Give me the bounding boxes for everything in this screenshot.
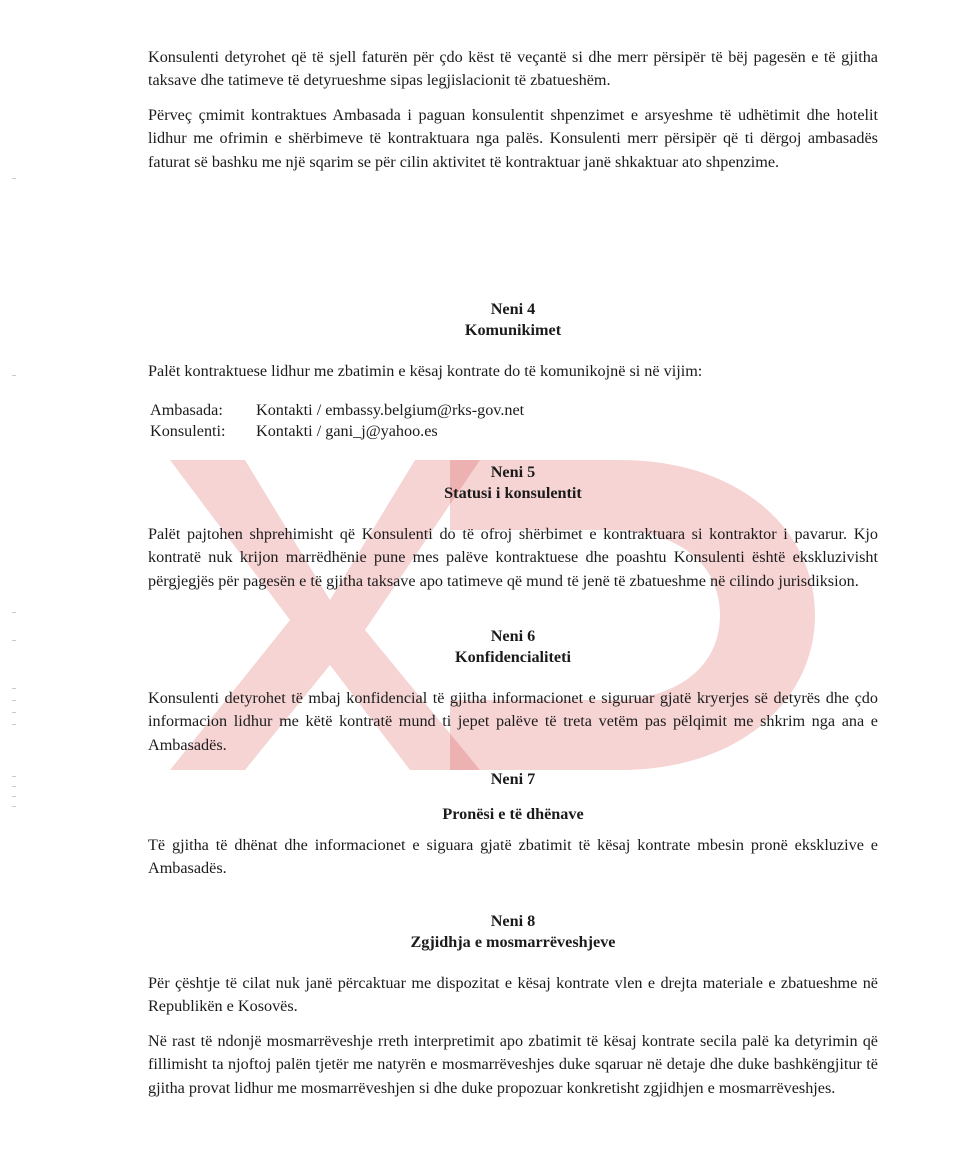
article-4-number: Neni 4 bbox=[490, 300, 536, 318]
contact-value: Kontakti / gani_j@yahoo.es bbox=[256, 422, 438, 440]
contact-value: Kontakti / embassy.belgium@rks-gov.net bbox=[256, 401, 525, 419]
article-5-number: Neni 5 bbox=[490, 463, 536, 481]
article-5-text: Palët pajtohen shprehimisht që Konsulenti do të ofroj shërbimet e kontraktuara si kontraktor i pavarur. Kjo kontratë nuk krijon marrëdhënie pune mes palëve kontraktuese dhe poashtu Konsulenti është ekskluzivisht përgjegjës për pagesën e të gjitha taksave apo tatimeve që mund të jenë të zbatueshme në cilindo jurisdiksion. bbox=[148, 525, 878, 590]
article-8-paragraph-1: Për çështje të cilat nuk janë përcaktuar me dispozitat e kësaj kontrate vlen e drejta materiale e zbatueshme në Republikën e Kosovës. bbox=[148, 974, 878, 1016]
article-7-text: Të gjitha të dhënat dhe informacionet e siguara gjatë zbatimit të kësaj kontrate mbesin pronë ekskluzive e Ambasadës. bbox=[148, 836, 878, 878]
article-8-title: Zgjidhja e mosmarrëveshjeve bbox=[410, 933, 616, 951]
article-5-title: Statusi i konsulentit bbox=[444, 484, 582, 502]
contact-label: Konsulenti: bbox=[150, 422, 226, 440]
contact-row-embassy bbox=[150, 400, 524, 421]
article-8-paragraph-2: Në rast të ndonjë mosmarrëveshje rreth interpretimit apo zbatimit të kësaj kontrate secila palë ka detyrimin që fillimisht ta njoftoj palën tjetër me natyrën e mosmarrëveshjes duke sqaruar në detaje dhe duke bashkëngjitur të gjitha provat lidhur me mosmarrëveshjen si dhe duke propozuar konkretisht zgjidhjen e mosmarrëveshjes. bbox=[148, 1032, 878, 1097]
contact-label: Ambasada: bbox=[150, 401, 223, 419]
article-6-text: Konsulenti detyrohet të mbaj konfidencial të gjitha informacionet e siguruar gjatë kryerjes së detyrës dhe çdo informacion lidhur me këtë kontratë mund ti jepet palëve të treta vetëm pas pëlqimit me shkrim nga ana e Ambasadës. bbox=[148, 689, 878, 754]
article-7-number: Neni 7 bbox=[490, 770, 536, 788]
contacts-table bbox=[150, 400, 524, 442]
article-6-number: Neni 6 bbox=[490, 627, 536, 645]
article-8-number: Neni 8 bbox=[490, 912, 536, 930]
paragraph-invoice-obligation: Konsulenti detyrohet që të sjell faturën për çdo këst të veçantë si dhe merr përsipër të bëj pagesën e të gjitha taksave dhe tatimeve të detyrueshme sipas legjislacionit të zbatueshëm. bbox=[148, 48, 878, 90]
article-7-title: Pronësi e të dhënave bbox=[442, 805, 584, 823]
paragraph-expenses: Përveç çmimit kontraktues Ambasada i paguan konsulentit shpenzimet e arsyeshme të udhëtimit dhe hotelit lidhur me ofrimin e shërbimeve të kontraktuara nga palës. Konsulenti merr përsipër që ti dërgoj ambasadës faturat së bashku me një sqarim se për cilin aktivitet të kontraktuar janë shkaktuar ato shpenzime. bbox=[148, 106, 878, 171]
article-4-title: Komunikimet bbox=[464, 321, 562, 339]
article-4-text: Palët kontraktuese lidhur me zbatimin e kësaj kontrate do të komunikojnë si në vijim: bbox=[148, 362, 703, 380]
article-6-title: Konfidencialiteti bbox=[455, 648, 571, 666]
contact-row-consultant bbox=[150, 421, 524, 442]
